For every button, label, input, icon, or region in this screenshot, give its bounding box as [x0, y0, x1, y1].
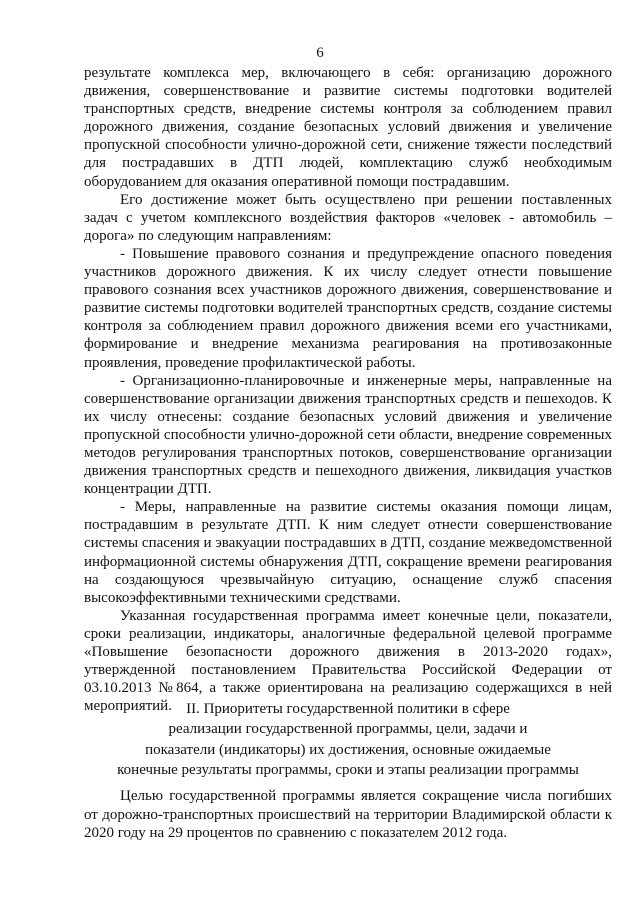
- paragraph-6: Указанная государственная программа имеет конечные цели, показатели, сроки реализации, индикаторы, аналогичные федеральной целевой программе «Повышение безопасности дорожного движения в 2013-2020 годах», утвержденной постановлением Правительства Российской Федерации от 03.10.2013 №864, а также ориентирована на реализацию содержащихся в ней мероприятий.: [84, 607, 612, 715]
- paragraph-2: Его достижение может быть осуществлено при решении поставленных задач с учетом комплексного воздействия факторов «человек - автомобиль – дорога» по следующим направлениям:: [84, 191, 612, 244]
- section-heading-line: II. Приоритеты государственной политики в сфере: [186, 701, 510, 717]
- paragraph-1: результате комплекса мер, включающего в себя: организацию дорожного движения, совершенствование и развитие системы подготовки водителей транспортных средств, внедрение системы контроля за соблюдением правил дорожного движения, создание безопасных условий движения и увеличение пропускной способности улично-дорожной сети, снижение тяжести последствий для пострадавших в ДТП людей, комплектацию служб необходимым оборудованием для оказания оперативной помощи пострадавшим.: [84, 65, 612, 190]
- page-number: 6: [316, 45, 324, 61]
- goal-paragraph: Целью государственной программы является сокращение числа погибших от дорожно-транспортных происшествий на территории Владимирской области к 2020 году на 29 процентов по сравнению с показателем 2012 года.: [84, 788, 612, 841]
- body-text: [84, 64, 612, 715]
- section-heading-line: конечные результаты программы, сроки и этапы реализации программы: [117, 762, 579, 779]
- section-heading: [84, 699, 612, 781]
- paragraph-4: - Организационно-планировочные и инженерные меры, направленные на совершенствование организации движения транспортных средств и пешеходов. К их числу отнесены: создание безопасных условий движения и увеличение пропускной способности улично-дорожной сети области, внедрение современных методов регулирования транспортных потоков, совершенствование организации движения транспортных средств и пешеходного движения, ликвидация участков концентрации ДТП.: [84, 372, 612, 498]
- section-heading-line: показатели (индикаторы) их достижения, основные ожидаемые: [145, 741, 551, 758]
- paragraph-3: - Повышение правового сознания и предупреждение опасного поведения участников дорожного движения. К их числу следует отнести повышение правового сознания всех участников дорожного движения, совершенствование и развитие системы подготовки водителей транспортных средств, создание системы контроля за соблюдением правил дорожного движения всеми его участниками, формирование и внедрение механизма реагирования на противозаконные проявления, проведение профилактической работы.: [84, 245, 612, 371]
- paragraph-5: - Меры, направленные на развитие системы оказания помощи лицам, пострадавшим в результате ДТП. К ним следует отнести совершенствование системы спасения и эвакуации пострадавших в ДТП, создание межведомственной информационной системы обнаружения ДТП, сокращение времени реагирования на создающуюся чрезвычайную ситуацию, оснащение служб спасения высокоэффективными техническими средствами.: [84, 499, 612, 606]
- section-heading-line: реализации государственной программы, цели, задачи и: [168, 721, 528, 738]
